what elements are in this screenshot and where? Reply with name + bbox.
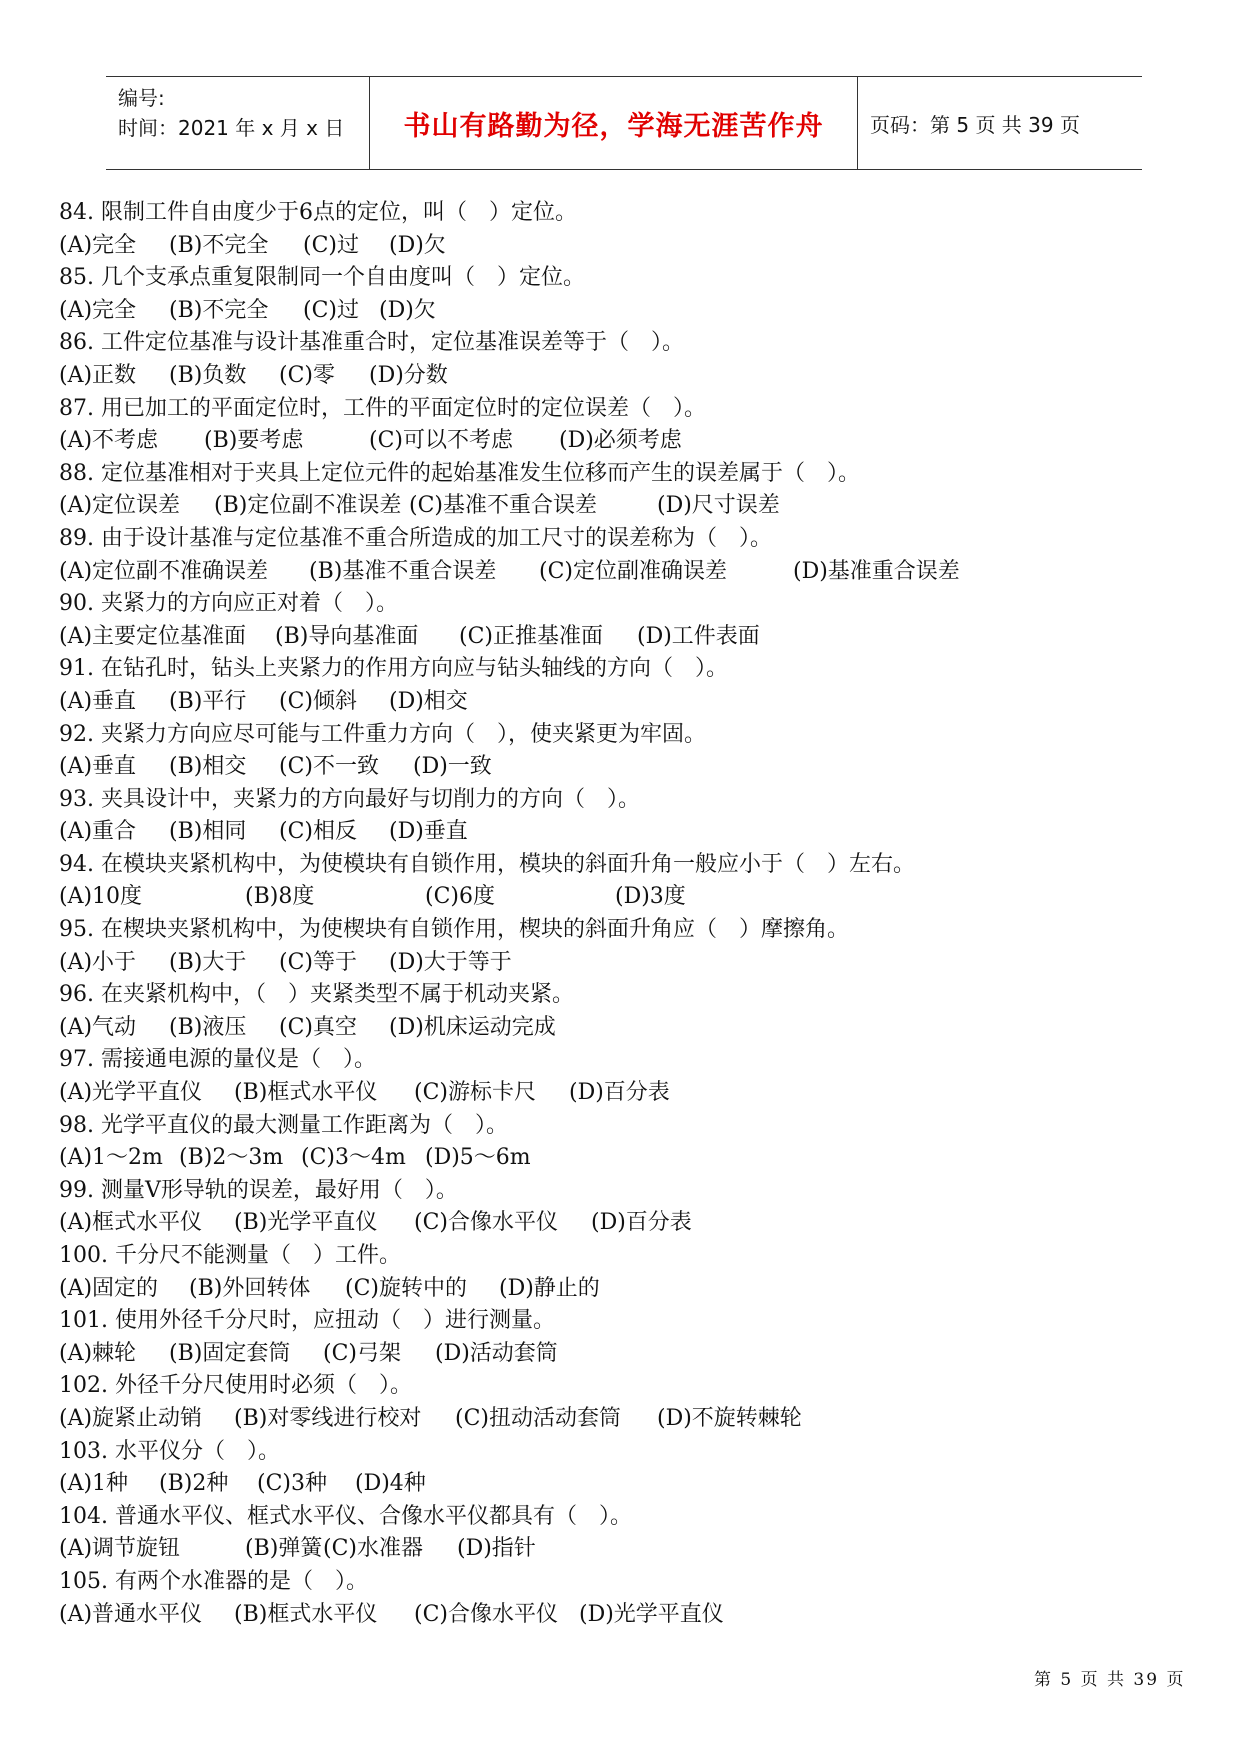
options-row [59, 230, 1169, 263]
option-d: (D)欠 [379, 297, 436, 323]
question-text: 86. 工件定位基准与设计基准重合时，定位基准误差等于（ ）。 [59, 330, 684, 356]
option-b: (B)外回转体 [189, 1275, 311, 1301]
question-text: 84. 限制工件自由度少于6点的定位，叫（ ）定位。 [59, 200, 577, 225]
option-c: (C)3种 [257, 1471, 327, 1497]
option-d: (D)静止的 [499, 1275, 600, 1301]
option-c: (C)定位副准确误差 [539, 558, 727, 584]
page-code: 页码：第 5 页 共 39 页 [870, 112, 1080, 137]
option-a: (A)正数 [59, 362, 137, 388]
option-a: (A)垂直 [59, 688, 137, 714]
option-b: (B)相同 [169, 819, 247, 845]
option-c: (C)水准器 [323, 1536, 423, 1562]
option-c: (C)倾斜 [279, 688, 357, 714]
question-text: 88. 定位基准相对于夹具上定位元件的起始基准发生位移而产生的误差属于（ ）。 [59, 460, 860, 486]
option-c: (C)6度 [425, 884, 495, 910]
question-text: 85. 几个支承点重复限制同一个自由度叫（ ）定位。 [59, 265, 585, 291]
option-b: (B)不完全 [169, 297, 269, 323]
options-row [59, 1468, 1169, 1501]
options-row [59, 295, 1169, 328]
option-d: (D)指针 [457, 1536, 536, 1562]
code-label: 编号: [118, 86, 165, 110]
option-d: (D)相交 [389, 688, 468, 714]
option-d: (D)4种 [355, 1471, 426, 1497]
question-text: 101. 使用外径千分尺时，应扭动（ ）进行测量。 [59, 1308, 555, 1334]
option-a: (A)小于 [59, 949, 137, 975]
option-d: (D)一致 [413, 754, 492, 780]
option-a: (A)主要定位基准面 [59, 623, 247, 649]
option-c: (C)合像水平仪 [414, 1210, 558, 1236]
option-d: (D)3度 [615, 884, 686, 910]
option-a: (A)完全 [59, 297, 137, 323]
time-label: 时间：2021 年 x 月 x 日 [118, 116, 345, 140]
question-text: 92. 夹紧力方向应尽可能与工件重力方向（ ），使夹紧更为牢固。 [59, 721, 706, 747]
option-c: (C)可以不考虑 [369, 428, 513, 454]
question-text: 90. 夹紧力的方向应正对着（ ）。 [59, 591, 398, 617]
option-c: (C)3～4m [301, 1145, 406, 1171]
option-b: (B)导向基准面 [275, 623, 419, 649]
option-b: (B)8度 [245, 884, 315, 910]
option-d: (D)工件表面 [637, 623, 760, 649]
option-a: (A)定位副不准确误差 [59, 558, 269, 584]
options-row [59, 490, 1169, 523]
option-a: (A)10度 [59, 884, 143, 910]
option-c: (C)合像水平仪 [414, 1601, 558, 1627]
question-text: 102. 外径千分尺使用时必须（ ）。 [59, 1373, 412, 1399]
option-a: (A)1～2m [59, 1145, 163, 1171]
options-row [59, 360, 1169, 393]
question-text: 105. 有两个水准器的是（ ）。 [59, 1568, 368, 1594]
option-b: (B)2～3m [179, 1145, 284, 1171]
question-text: 94. 在模块夹紧机构中，为使模块有自锁作用，模块的斜面升角一般应小于（ ）左右。 [59, 851, 915, 877]
option-c: (C)过 [303, 232, 359, 258]
option-a: (A)气动 [59, 1014, 137, 1040]
option-b: (B)2种 [159, 1471, 229, 1497]
option-a: (A)完全 [59, 232, 137, 258]
option-a: (A)垂直 [59, 754, 137, 780]
option-d: (D)机床运动完成 [389, 1014, 556, 1040]
page-header [106, 76, 1142, 170]
option-d: (D)尺寸误差 [657, 493, 780, 519]
option-a: (A)定位误差 [59, 493, 181, 519]
options-row [59, 1207, 1169, 1240]
option-b: (B)相交 [169, 754, 247, 780]
options-row [59, 1533, 1169, 1566]
option-c: (C)正推基准面 [459, 623, 603, 649]
option-c: (C)过 [303, 297, 359, 323]
question-text: 104. 普通水平仪、框式水平仪、合像水平仪都具有（ ）。 [59, 1503, 632, 1529]
option-d: (D)欠 [389, 232, 446, 258]
options-row [59, 1273, 1169, 1306]
question-text: 97. 需接通电源的量仪是（ ）。 [59, 1047, 376, 1073]
option-b: (B)要考虑 [204, 428, 304, 454]
options-row [59, 1012, 1169, 1045]
options-row [59, 621, 1169, 654]
option-d: (D)活动套筒 [435, 1340, 558, 1366]
option-b: (B)平行 [169, 688, 247, 714]
options-row [59, 1077, 1169, 1110]
option-c: (C)真空 [279, 1014, 357, 1040]
header-left-cell [106, 77, 370, 169]
option-b: (B)弹簧 [245, 1536, 323, 1562]
option-a: (A)普通水平仪 [59, 1601, 203, 1627]
question-text: 103. 水平仪分（ ）。 [59, 1438, 280, 1464]
option-a: (A)旋紧止动销 [59, 1405, 203, 1431]
options-row [59, 1403, 1169, 1436]
option-c: (C)相反 [279, 819, 357, 845]
option-d: (D)百分表 [569, 1080, 670, 1106]
option-b: (B)不完全 [169, 232, 269, 258]
option-b: (B)光学平直仪 [234, 1210, 378, 1236]
option-c: (C)弓架 [323, 1340, 401, 1366]
option-d: (D)百分表 [591, 1210, 692, 1236]
option-d: (D)大于等于 [389, 949, 512, 975]
question-text: 91. 在钻孔时，钻头上夹紧力的作用方向应与钻头轴线的方向（ ）。 [59, 656, 728, 682]
option-a: (A)固定的 [59, 1275, 159, 1301]
question-text: 89. 由于设计基准与定位基准不重合所造成的加工尺寸的误差称为（ ）。 [59, 525, 772, 551]
option-b: (B)大于 [169, 949, 247, 975]
question-text: 98. 光学平直仪的最大测量工作距离为（ ）。 [59, 1112, 508, 1138]
option-c: (C)游标卡尺 [414, 1080, 536, 1106]
option-c: (C)基准不重合误差 [409, 493, 597, 519]
options-row [59, 1142, 1169, 1175]
question-text: 100. 千分尺不能测量（ ）工件。 [59, 1243, 401, 1268]
option-b: (B)框式水平仪 [234, 1080, 378, 1106]
options-row [59, 1338, 1169, 1371]
option-a: (A)光学平直仪 [59, 1080, 203, 1106]
option-b: (B)固定套筒 [169, 1340, 291, 1366]
option-c: (C)等于 [279, 949, 357, 975]
option-b: (B)负数 [169, 362, 247, 388]
option-d: (D)分数 [369, 362, 448, 388]
option-c: (C)不一致 [279, 754, 379, 780]
option-d: (D)必须考虑 [559, 428, 682, 454]
page-footer: 第 5 页 共 39 页 [1034, 1670, 1186, 1690]
option-d: (D)垂直 [389, 819, 468, 845]
option-b: (B)定位副不准误差 [214, 493, 402, 519]
question-text: 95. 在楔块夹紧机构中，为使楔块有自锁作用，楔块的斜面升角应（ ）摩擦角。 [59, 917, 849, 943]
question-text: 87. 用已加工的平面定位时，工件的平面定位时的定位误差（ ）。 [59, 395, 706, 421]
motto: 书山有路勤为径，学海无涯苦作舟 [370, 77, 858, 169]
options-row [59, 425, 1169, 458]
options-row [59, 1599, 1169, 1632]
option-b: (B)对零线进行校对 [234, 1405, 422, 1431]
option-b: (B)液压 [169, 1014, 247, 1040]
option-d: (D)基准重合误差 [793, 558, 960, 584]
option-c: (C)扭动活动套筒 [455, 1405, 621, 1431]
options-row [59, 686, 1169, 719]
option-d: (D)不旋转棘轮 [657, 1405, 802, 1431]
question-text: 99. 测量V形导轨的误差，最好用（ ）。 [59, 1177, 458, 1203]
option-a: (A)不考虑 [59, 428, 159, 454]
options-row [59, 556, 1169, 589]
options-row [59, 947, 1169, 980]
option-a: (A)棘轮 [59, 1340, 137, 1366]
question-list [59, 197, 1169, 1631]
question-text: 93. 夹具设计中，夹紧力的方向最好与切削力的方向（ ）。 [59, 786, 640, 812]
option-d: (D)5～6m [425, 1145, 531, 1171]
option-c: (C)零 [279, 362, 335, 388]
option-d: (D)光学平直仪 [579, 1601, 724, 1627]
option-a: (A)框式水平仪 [59, 1210, 203, 1236]
option-b: (B)框式水平仪 [234, 1601, 378, 1627]
option-a: (A)1种 [59, 1471, 129, 1497]
option-c: (C)旋转中的 [345, 1275, 467, 1301]
option-b: (B)基准不重合误差 [309, 558, 497, 584]
option-a: (A)调节旋钮 [59, 1536, 181, 1562]
options-row [59, 751, 1169, 784]
options-row [59, 881, 1169, 914]
options-row [59, 816, 1169, 849]
option-a: (A)重合 [59, 819, 137, 845]
question-text: 96. 在夹紧机构中，（ ）夹紧类型不属于机动夹紧。 [59, 982, 574, 1008]
